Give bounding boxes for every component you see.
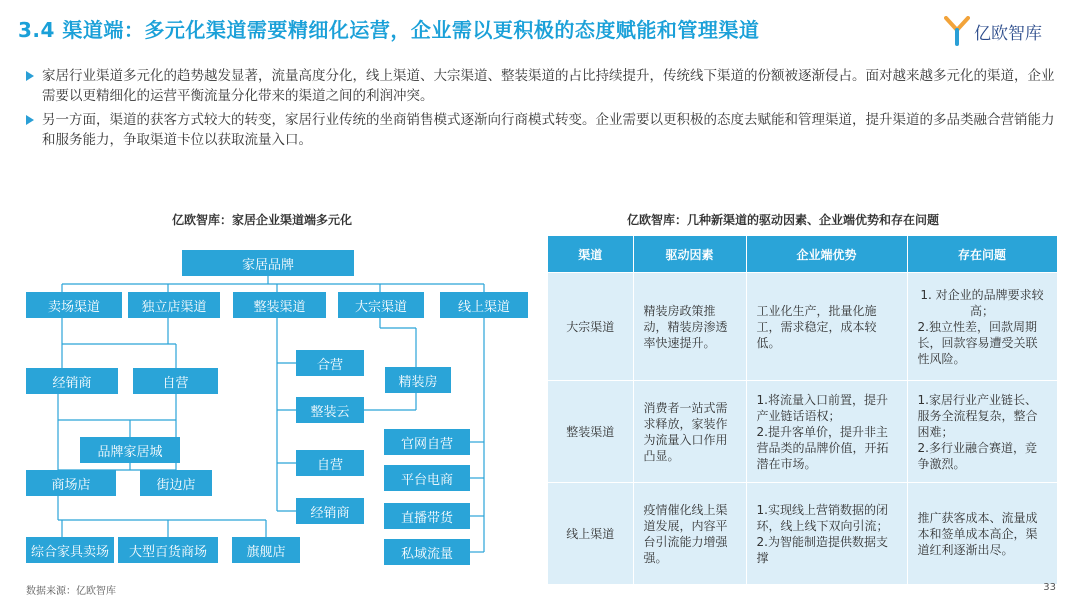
problem-line: 2.多行业融合赛道，竞争激烈。 (917, 440, 1037, 471)
online-channel-node: 私域流量 (384, 539, 470, 565)
root-node-brand: 家居品牌 (182, 250, 354, 276)
bullet-text: 家居行业渠道多元化的趋势越发显著，流量高度分化，线上渠道、大宗渠道、整装渠道的占比持续提升，传统线下渠道的份额被逐渐侵占。面对越来越多元化的渠道，企业需要以更精细化的运营平衡流量分化带来的渠道之间的利润冲突。 (42, 68, 1055, 104)
joint-venture-node: 合营 (296, 350, 364, 376)
page-title: 3.4 渠道端：多元化渠道需要精细化运营，企业需以更积极的态度赋能和管理渠道 (18, 18, 760, 42)
channel-cell: 大宗渠道 (548, 273, 633, 381)
furniture-mall-node: 综合家具卖场 (26, 537, 114, 563)
flagship-store-node: 旗舰店 (232, 537, 300, 563)
channel-cell: 整装渠道 (548, 381, 633, 483)
advantage-line: 2.为智能制造提供数据支撑 (756, 534, 888, 565)
problem-cell (907, 381, 1057, 483)
problem-line: 1. 对企业的品牌要求较高； (920, 287, 1044, 318)
problem-line: 推广获客成本、流量成本和签单成本高企，渠道红利逐渐出尽。 (917, 510, 1038, 557)
page-number: 33 (1043, 582, 1056, 593)
channel-node: 大宗渠道 (338, 292, 424, 318)
advantage-line: 1.实现线上营销数据的闭环，线上线下双向引流； (756, 502, 889, 533)
driver-cell: 精装房政策推动，精装房渗透率快速提升。 (633, 273, 746, 381)
dealer-node: 经销商 (26, 368, 118, 394)
street-store-node: 街边店 (140, 470, 212, 496)
table-header-cell: 驱动因素 (633, 236, 746, 273)
department-store-node: 大型百货商场 (118, 537, 218, 563)
channel-node: 整装渠道 (233, 292, 326, 318)
advantage-cell (746, 483, 907, 585)
problem-line: 2.独立性差，回款周期长，回款容易遭受关联性风险。 (917, 319, 1038, 366)
online-channel-node: 直播带货 (384, 503, 470, 529)
channel-node: 独立店渠道 (128, 292, 220, 318)
table-header-cell: 渠道 (548, 236, 633, 273)
mall-store-node: 商场店 (26, 470, 116, 496)
problem-cell (907, 483, 1057, 585)
advantage-line: 2.提升客单价，提升非主营品类的品牌价值，开拓潜在市场。 (756, 424, 889, 471)
advantage-cell (746, 381, 907, 483)
channel-node: 线上渠道 (440, 292, 528, 318)
problem-cell (907, 273, 1057, 381)
bullet-text: 另一方面，渠道的获客方式较大的转变，家居行业传统的坐商销售模式逐渐向行商模式转变。企业需要以更积极的态度去赋能和管理渠道，提升渠道的多品类融合营销能力和服务能力，争取渠道卡位以获取流量入口。 (42, 112, 1055, 148)
advantage-line: 1.将流量入口前置，提升产业链话语权； (756, 392, 888, 423)
problem-line: 1.家居行业产业链长、服务全流程复杂，整合困难； (917, 392, 1038, 439)
table-row (548, 273, 1057, 381)
table-header-cell: 存在问题 (907, 236, 1057, 273)
integrated-cloud-node: 整装云 (296, 397, 364, 423)
table-row (548, 381, 1057, 483)
channel-node: 卖场渠道 (26, 292, 122, 318)
channel-cell: 线上渠道 (548, 483, 633, 585)
logo-text: 亿欧智库 (974, 23, 1042, 44)
finished-housing-node: 精装房 (385, 367, 451, 393)
online-channel-node: 平台电商 (384, 465, 470, 491)
driver-cell: 消费者一站式需求释放，家装作为流量入口作用凸显。 (633, 381, 746, 483)
table-header-cell: 企业端优势 (746, 236, 907, 273)
left-chart-title: 亿欧智库：家居企业渠道端多元化 (172, 213, 353, 227)
table-header-row (548, 236, 1057, 273)
brand-home-mall-node: 品牌家居城 (80, 437, 180, 463)
advantage-cell: 工业化生产，批量化施工，需求稳定，成本较低。 (746, 273, 907, 381)
dealer-node: 经销商 (296, 498, 364, 524)
channel-comparison-table (548, 236, 1058, 584)
online-channel-node: 官网自营 (384, 429, 470, 455)
table-row (548, 483, 1057, 585)
driver-cell: 疫情催化线上渠道发展，内容平台引流能力增强强。 (633, 483, 746, 585)
self-operated-node: 自营 (296, 450, 364, 476)
data-source: 数据来源：亿欧智库 (26, 586, 116, 597)
self-operated-node: 自营 (133, 368, 218, 394)
right-table-title: 亿欧智库：几种新渠道的驱动因素、企业端优势和存在问题 (627, 213, 940, 227)
